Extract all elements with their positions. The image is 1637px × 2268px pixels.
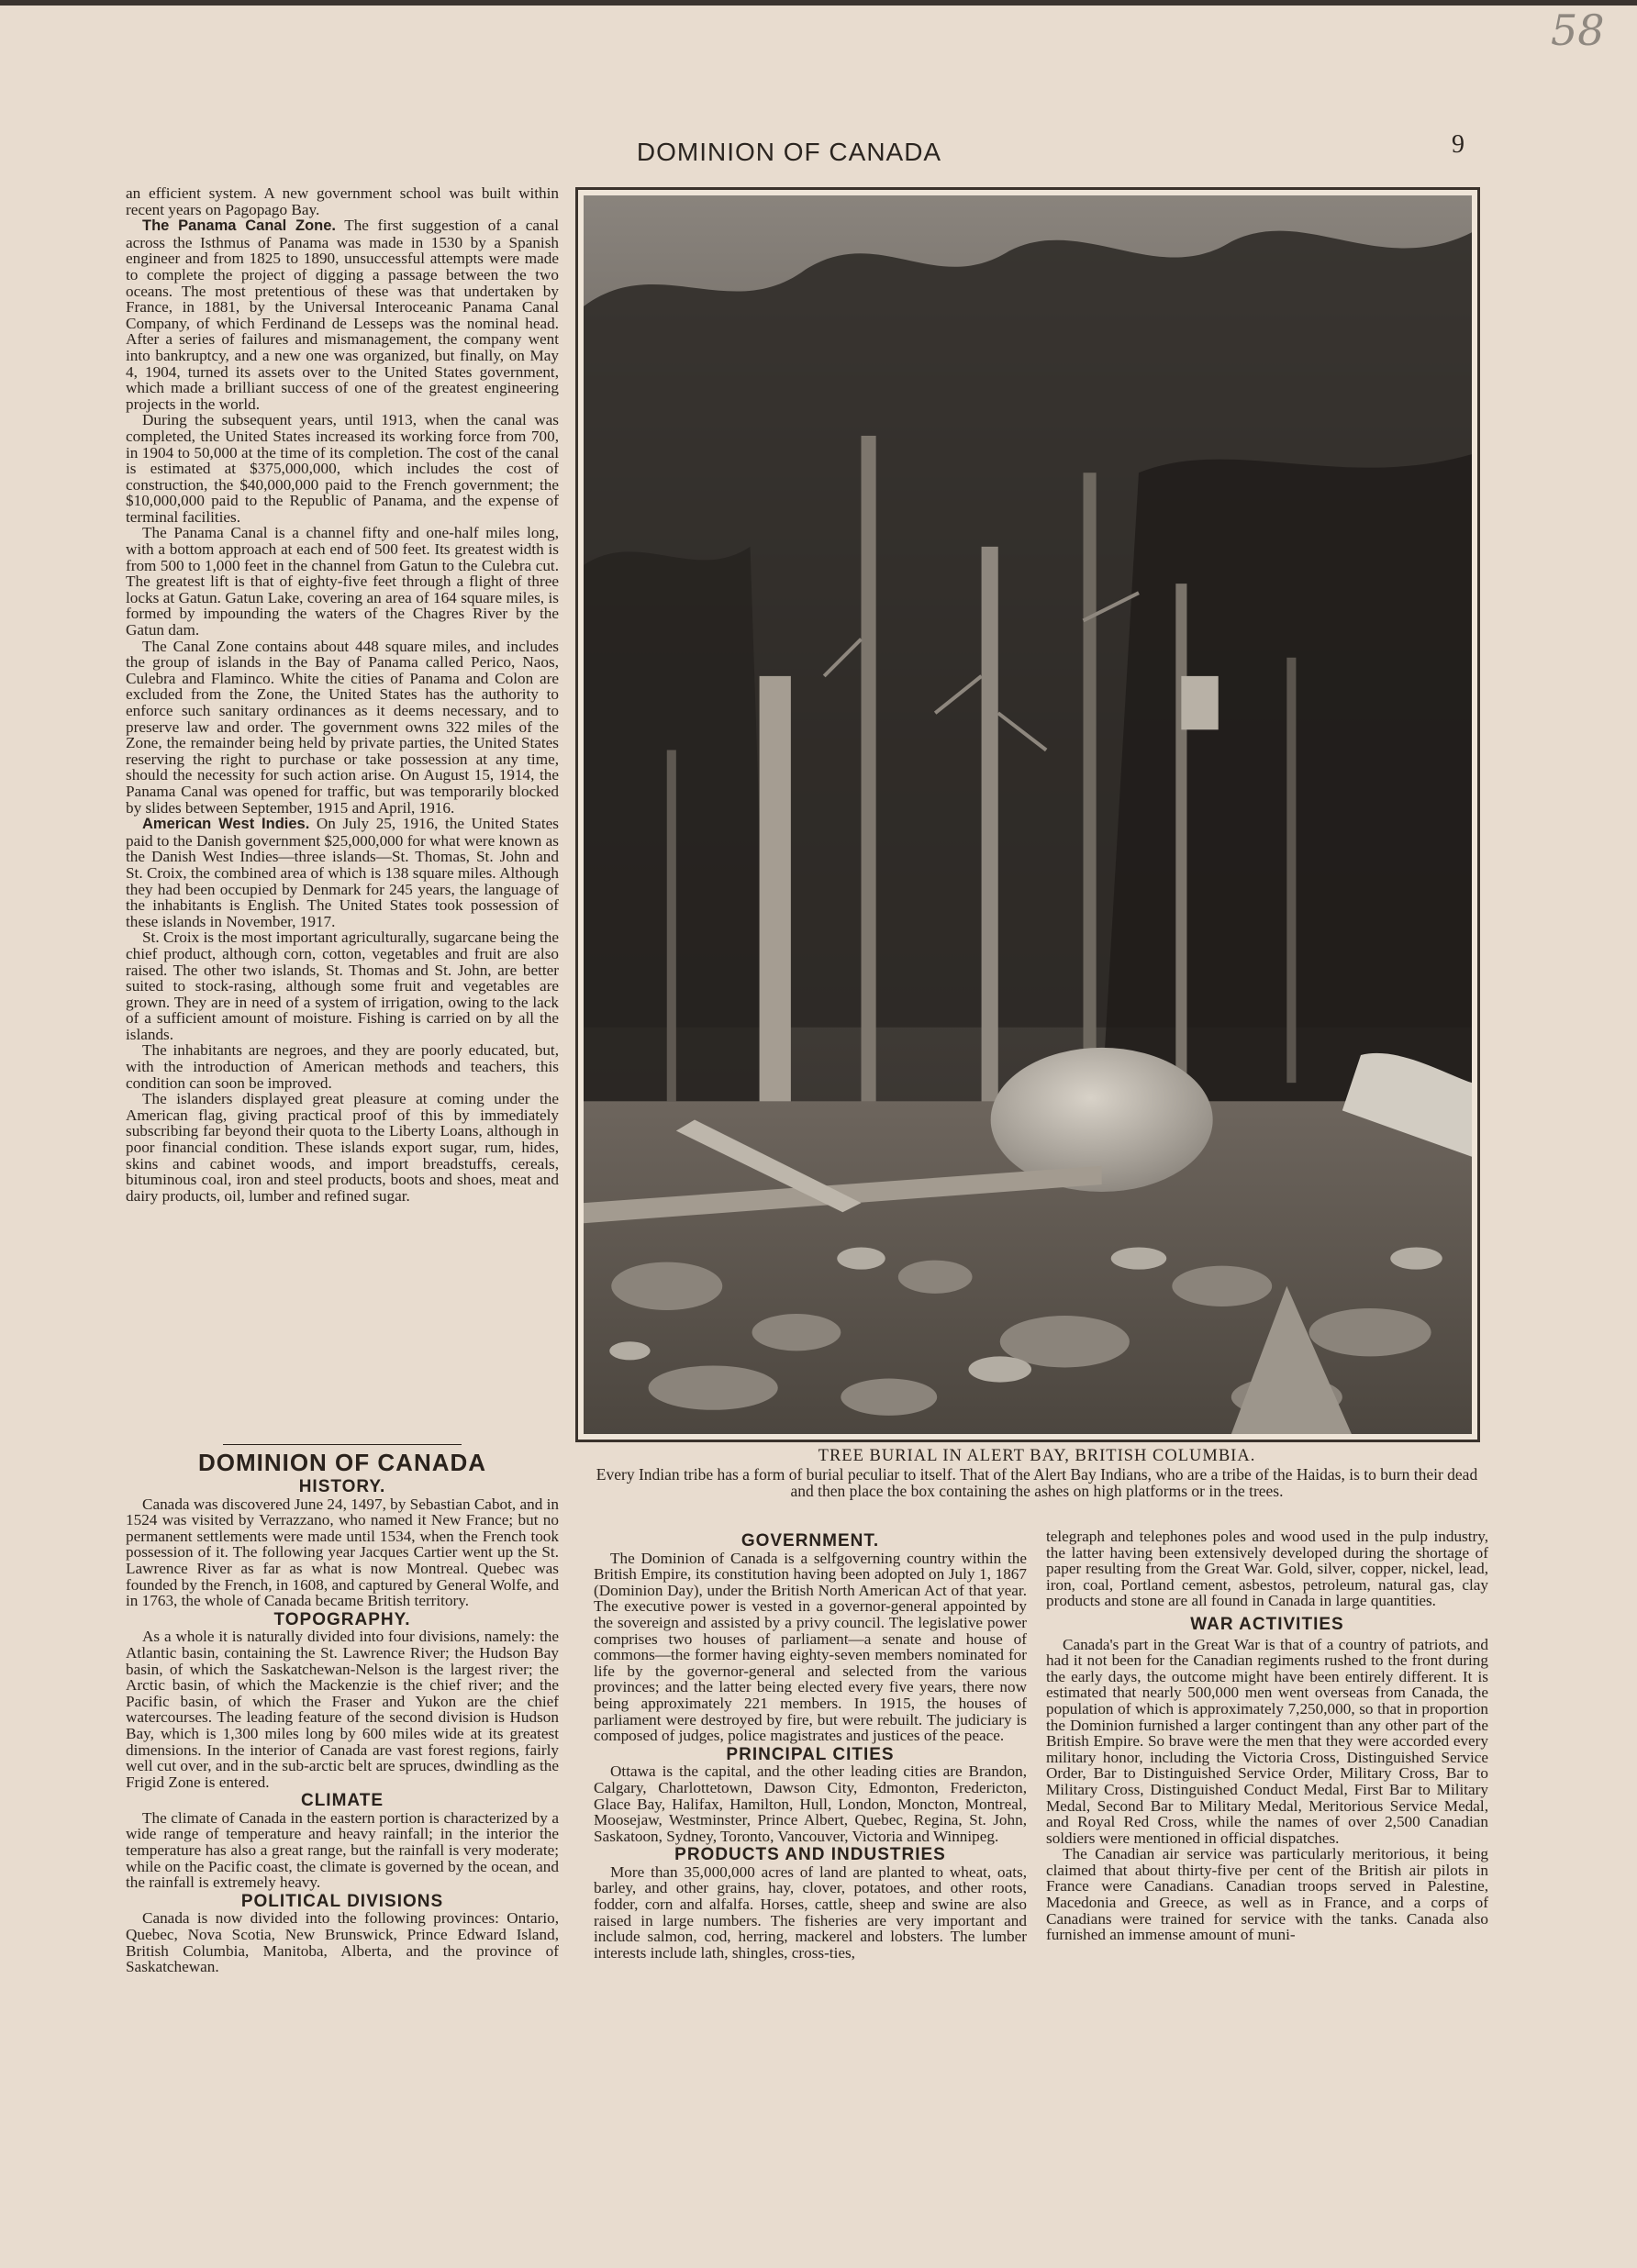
government-heading: GOVERNMENT. <box>741 1531 880 1551</box>
dominion-of-canada-heading: DOMINION OF CANADA <box>197 1449 487 1476</box>
american-west-indies-heading: American West Indies. <box>142 816 310 833</box>
left-column-upper <box>126 185 559 1204</box>
pencil-page-number: 58 <box>1551 6 1605 55</box>
section-rule <box>223 1444 462 1445</box>
climate-paragraph: The climate of Canada in the eastern portion is characterized by a wide range of temperature and heavy rainfall; in the interior the temperature has also a great range, but the rainfall is very moderate; while on the Pacific coast, the climate is governed by the ocean, and the rainfall is extremely heavy. <box>126 1808 559 1892</box>
caption-text: Every Indian tribe has a form of burial peculiar to itself. That of the Alert Bay Indians, who are a tribe of the Haidas, is to burn their dead and then place the box containing the ashes on high platforms or in the trees. <box>596 1464 1478 1500</box>
war-activities-heading: WAR ACTIVITIES <box>1190 1614 1344 1634</box>
forest-photo-illustration <box>584 195 1472 1434</box>
paragraph: The Panama Canal Zone. The first suggestion of a canal across the Isthmus of Panama was made in 1530 by a Spanish engineer and from 1825 to 1890, unsuccessful attempts were made to complete the project of digging a passage between the two oceans. The most pretentious of these was that undertaken by France, in 1881, by the Universal Interoceanic Panama Canal Company, of which Ferdinand de Lesseps was the nominal head. After a series of failures and mismanagement, the company went into bankruptcy, and a new one was organized, but finally, on May 4, 1904, turned its assets over to the United States government, which made a brilliant success of one of the greatest engineering projects in the world. <box>126 217 559 413</box>
top-edge-strip <box>0 0 1637 6</box>
running-head: DOMINION OF CANADA <box>636 138 942 166</box>
paragraph: The islanders displayed great pleasure at coming under the American flag, giving practical proof of this by immediately subscribing far beyond their quota to the Liberty Loans, although in poor financial condition. These islands export sugar, rum, hides, skins and cabinet woods, and import breadstuffs, cereals, bituminous coal, iron and steel products, boots and shoes, meat and dairy products, oil, lumber and refined sugar. <box>126 1090 559 1205</box>
photo-caption <box>587 1448 1487 1500</box>
government-paragraph: The Dominion of Canada is a selfgoverning country within the British Empire, its constitution having been adopted on July 1, 1867 (Dominion Day), under the British North American Act of that year. The executive power is vested in a governor-general appointed by the sovereign and assisted by a privy council. The legislative power comprises two houses of parliament—a senate and house of commons—the former having eighty-seven members nominated for life by the governor-general and selected from the various provinces; and the latter being elected every five years, there now being approximately 221 members. In 1915, the houses of parliament were destroyed by fire, but were rebuilt. The judiciary is composed of judges, police magistrates and justices of the peace. <box>594 1549 1027 1745</box>
page-number: 9 <box>1452 130 1464 159</box>
products-heading: PRODUCTS AND INDUSTRIES <box>674 1845 946 1865</box>
products-paragraph: More than 35,000,000 acres of land are planted to wheat, oats, barley, and other grains, hay, clover, potatoes, and other roots, fodder, corn and alfalfa. Horses, cattle, sheep and swine are also raised in large numbers. The fisheries are very important and include salmon, cod, herring, mackerel and lobsters. The lumber interests include lath, shingles, cross-ties, <box>594 1862 1027 1962</box>
war-paragraph: Canada's part in the Great War is that of a country of patriots, and had it not been for the Canadian regiments rushed to the front during the early days, the outcome might have been entirely different. It is estimated that nearly 500,000 men went overseas from Canada, the population of which is approximately 7,250,000, so that in proportion the Dominion furnished a larger contingent than any other part of the British Empire. So brave were the men that they were accorded every military honor, including the Victoria Cross, Distinguished Service Order, Bar to Distinguished Service Order, Military Cross, Bar to Military Cross, Distinguished Conduct Medal, First Bar to Military Medal, Second Bar to Military Medal, Meritorious Service Medal, and Royal Red Cross, while the names of over 2,500 Canadian soldiers were mentioned in official dispatches. <box>1046 1635 1488 1847</box>
products-continued-paragraph: telegraph and telephones poles and wood used in the pulp industry, the latter having been extensively developed during the shortage of paper resulting from the Great War. Gold, silver, copper, nickel, lead, iron, coal, Portland cement, asbestos, petroleum, natural gas, clay products and stone are all found in Canada in large quantities. <box>1046 1528 1488 1610</box>
air-service-paragraph: The Canadian air service was particularly meritorious, it being claimed that about thirty-five per cent of the British air pilots in France were Canadians. Canadian troops served in Palestine, Macedonia and Greece, as well as in France, and a corps of Canadians were trained for service with the tanks. Canada also furnished an immense amount of muni- <box>1046 1845 1488 1944</box>
history-paragraph: Canada was discovered June 24, 1497, by Sebastian Cabot, and in 1524 was visited by Verrazzano, who named it New France; but no permanent settlements were made until 1534, when the French took possession of it. The following year Jacques Cartier went up the St. Lawrence River as far as what is now Montreal. Quebec was founded by the French, in 1608, and captured by General Wolfe, and in 1763, the whole of Canada became British territory. <box>126 1495 559 1610</box>
climate-heading: CLIMATE <box>300 1791 384 1811</box>
right-column <box>1046 1529 1488 1943</box>
history-heading: HISTORY. <box>298 1477 386 1496</box>
panama-canal-zone-heading: The Panama Canal Zone. <box>142 217 336 235</box>
political-divisions-heading: POLITICAL DIVISIONS <box>240 1891 444 1911</box>
paragraph: The Panama Canal is a channel fifty and one-half miles long, with a bottom approach at each end of 500 feet. Its greatest width is from 500 to 1,000 feet in the channel from Gatun to the Culebra cut. The greatest lift is that of eighty-five feet through a flight of three locks at Gatun. Gatun Lake, covering an area of 164 square miles, is formed by impounding the waters of the Chagres River by the Gatun dam. <box>126 524 559 639</box>
caption-title: TREE BURIAL IN ALERT BAY, BRITISH COLUMBIA. <box>818 1447 1256 1465</box>
left-column-lower <box>126 1448 559 1975</box>
paragraph: During the subsequent years, until 1913, when the canal was completed, the United States increased its working force from 700, in 1904 to 50,000 at the time of its completion. The cost of the canal is estimated at $375,000,000, which includes the cost of construction, the $40,000,000 paid to the French government; the $10,000,000 paid to the Republic of Panama, and the expense of terminal facilities. <box>126 411 559 526</box>
principal-cities-heading: PRINCIPAL CITIES <box>726 1744 895 1764</box>
topography-heading: TOPOGRAPHY. <box>273 1609 411 1629</box>
middle-column <box>594 1530 1027 1961</box>
paragraph: The inhabitants are negroes, and they are poorly educated, but, with the introduction of American methods and teachers, this condition can soon be improved. <box>126 1041 559 1092</box>
paragraph: American West Indies. On July 25, 1916, the United States paid to the Danish government $25,000,000 for what were known as the Danish West Indies—three islands—St. Thomas, St. John and St. Croix, the combined area of which is 138 square miles. Although they had been occupied by Denmark for 245 years, the language of the inhabitants is English. The United States took possession of these islands in November, 1917. <box>126 815 559 930</box>
political-divisions-paragraph: Canada is now divided into the following provinces: Ontario, Quebec, Nova Scotia, New Brunswick, Prince Edward Island, British Columbia, Manitoba, Alberta, and the province of Saskatchewan. <box>126 1909 559 1976</box>
principal-cities-paragraph: Ottawa is the capital, and the other leading cities are Brandon, Calgary, Charlottetown, Dawson City, Edmonton, Fredericton, Glace Bay, Halifax, Hamilton, Hull, London, Moncton, Montreal, Moosejaw, Westminster, Prince Albert, Quebec, Regina, St. John, Saskatoon, Sydney, Toronto, Vancouver, Victoria and Winnipeg. <box>594 1762 1027 1845</box>
paragraph: The Canal Zone contains about 448 square miles, and includes the group of islands in the Bay of Panama called Perico, Naos, Culebra and Flaminco. White the cities of Panama and Colon are excluded from the Zone, the United States has the authority to enforce such sanitary ordinances as it deems necessary, and to preserve law and order. The government owns 322 miles of the Zone, the remainder being held by private parties, the United States reserving the right to purchase or take possession at any time, should the necessity for such action arise. On August 15, 1914, the Panama Canal was opened for traffic, but was temporarily blocked by slides between September, 1915 and April, 1916. <box>126 637 559 817</box>
paragraph: St. Croix is the most important agriculturally, sugarcane being the chief product, although corn, cotton, vegetables and fruit are also raised. The other two islands, St. Thomas and St. John, are better suited to stock-rasing, although some fruit and vegetables are grown. They are in need of a system of irrigation, owing to the lack of a sufficient amount of moisture. Fishing is carried on by all the islands. <box>126 928 559 1043</box>
tree-burial-photo <box>575 187 1480 1442</box>
topography-paragraph: As a whole it is naturally divided into four divisions, namely: the Atlantic basin, containing the St. Lawrence River; the Hudson Bay basin, of which the Saskatchewan-Nelson is the largest river; the Arctic basin, of which the Mackenzie is the chief river; and the Pacific basin, of which the Fraser and Yukon are the chief watercourses. The leading feature of the second division is Hudson Bay, which is 1,300 miles long by 600 miles wide at its greatest dimensions. In the interior of Canada are vast forest regions, fairly well cut over, and in the sub-arctic belt are spruces, dwindling as the Frigid Zone is entered. <box>126 1628 559 1791</box>
paragraph: an efficient system. A new government school was built within recent years on Pagopago Bay. <box>126 184 559 218</box>
